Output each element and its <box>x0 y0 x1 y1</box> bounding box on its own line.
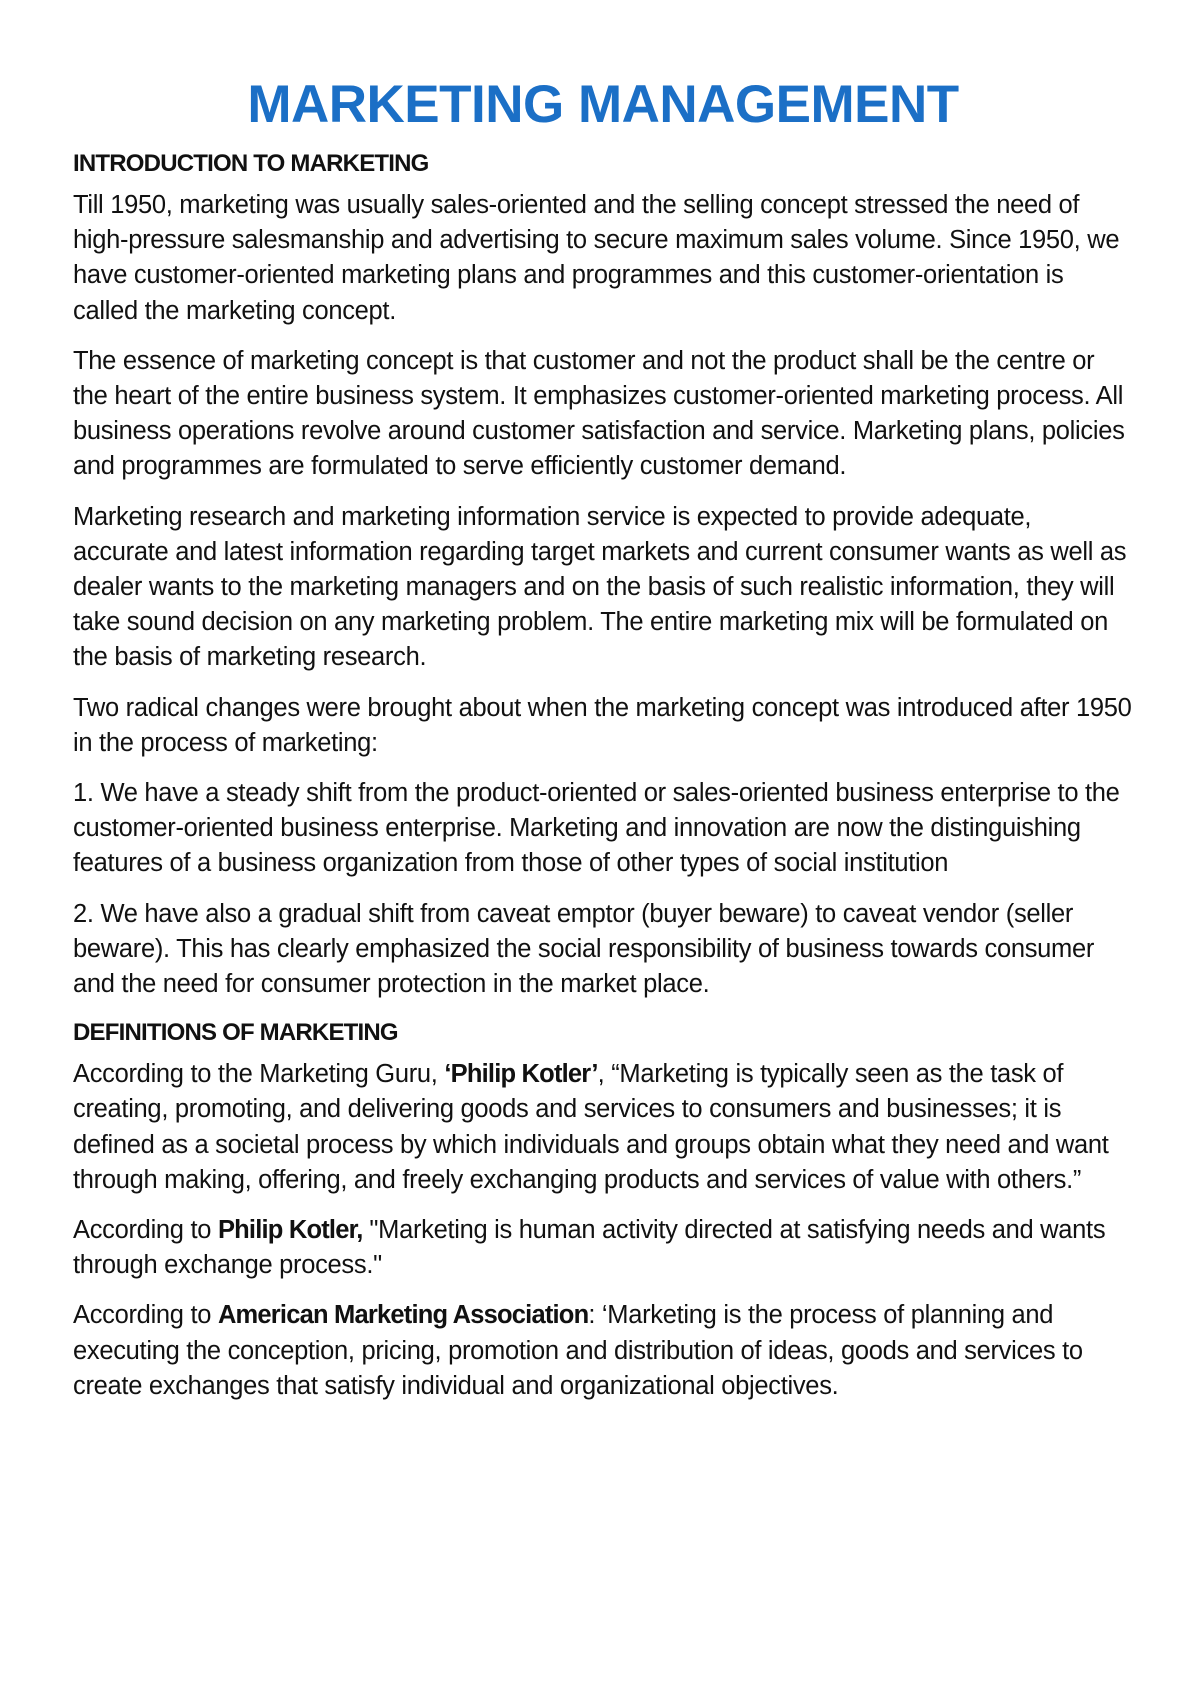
definition-source-name: Philip Kotler, <box>217 1216 363 1245</box>
definition-quote-text: "Marketing is human activity directed at satisfying needs and wants through exchange process." <box>73 1216 1106 1280</box>
intro-list-item-1: 1. We have a steady shift from the product-oriented or sales-oriented business enterprise to the customer-oriented business enterprise. Marketing and innovation are now the distinguishing features of a business organization from those of other types of social institution <box>73 779 1120 878</box>
intro-paragraph-2: The essence of marketing concept is that customer and not the product shall be the centre or the heart of the entire business system. It emphasizes customer-oriented marketing process. All business operations revolve around customer satisfaction and service. Marketing plans, policies and programmes are formulated to serve efficiently customer demand. <box>73 346 1125 481</box>
definition-quote-text: : ‘Marketing is the process of planning and executing the conception, pricing, promotion and distribution of ideas, goods and services to create exchanges that satisfy individual and organizational objectives. <box>73 1301 1083 1400</box>
document-title: MARKETING MANAGEMENT <box>247 75 959 134</box>
definition-paragraph-ama <box>73 1298 1133 1404</box>
definition-quote-text: , “Marketing is typically seen as the task of creating, promoting, and delivering goods and services to consumers and businesses; it is defined as a societal process by which individuals and groups obtain what they need and want through making, offering, and freely exchanging products and services of value with others.” <box>73 1060 1109 1194</box>
intro-paragraph-3: Marketing research and marketing information service is expected to provide adequate, accurate and latest information regarding target markets and current consumer wants as well as dealer wants to the marketing managers and on the basis of such realistic information, they will take sound decision on any marketing problem. The entire marketing mix will be formulated on the basis of marketing research. <box>73 502 1127 672</box>
definition-source-name: American Marketing Association <box>217 1301 589 1330</box>
definition-paragraph-kotler <box>73 1213 1133 1283</box>
definition-lead-text: According to <box>73 1301 218 1330</box>
section-heading-definitions: DEFINITIONS OF MARKETING <box>73 1019 398 1047</box>
document-page <box>73 74 1133 1419</box>
definition-paragraph-kotler-guru <box>73 1057 1133 1198</box>
section-heading-introduction: INTRODUCTION TO MARKETING <box>73 150 429 177</box>
definition-source-name: ‘Philip Kotler’ <box>444 1060 598 1089</box>
definition-lead-text: According to <box>73 1216 218 1245</box>
intro-paragraph-4: Two radical changes were brought about when the marketing concept was introduced after 1950 in the process of marketing: <box>73 693 1132 757</box>
definition-lead-text: According to the Marketing Guru, <box>73 1060 445 1089</box>
intro-paragraph-1: Till 1950, marketing was usually sales-oriented and the selling concept stressed the need of high-pressure salesmanship and advertising to secure maximum sales volume. Since 1950, we have customer-oriented marketing plans and programmes and this customer-orientation is called the marketing concept. <box>73 191 1120 325</box>
intro-list-item-2: 2. We have also a gradual shift from caveat emptor (buyer beware) to caveat vendor (seller beware). This has clearly emphasized the social responsibility of business towards consumer and the need for consumer protection in the market place. <box>73 899 1095 999</box>
